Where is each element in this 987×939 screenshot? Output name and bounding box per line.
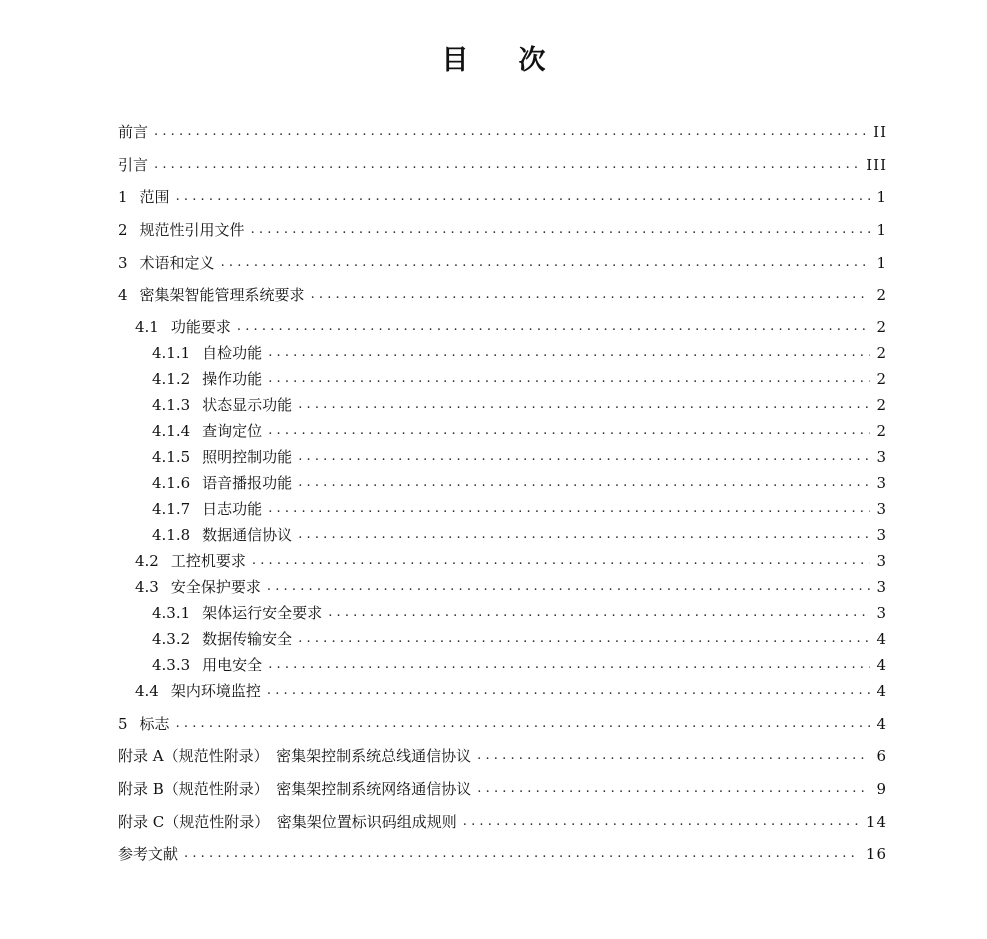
toc-entry-4-1-4[interactable] <box>152 420 887 442</box>
toc-label: 附录 A（规范性附录） 密集架控制系统总线通信协议 <box>118 747 472 765</box>
toc-entry-appendix-c[interactable] <box>118 811 887 833</box>
toc-entry-5[interactable] <box>118 713 887 735</box>
toc-number: 4.1.3 <box>152 396 191 414</box>
toc-number: 4.3.2 <box>152 630 191 648</box>
toc-label: 密集架智能管理系统要求 <box>139 286 305 304</box>
toc-label: 范围 <box>139 188 170 206</box>
toc-number: 4.1.8 <box>152 526 191 544</box>
toc-number: 4.1.1 <box>152 344 191 362</box>
toc-page-number: 3 <box>876 448 887 466</box>
toc-page-number: III <box>866 156 887 174</box>
toc-entry-4-1-5[interactable] <box>152 446 887 468</box>
toc-number: 1 <box>118 188 128 206</box>
toc-number: 4.1.7 <box>152 500 191 518</box>
toc-label: 参考文献 <box>118 845 179 863</box>
toc-entry-4-3[interactable] <box>135 576 887 598</box>
toc-number: 4.2 <box>135 552 159 570</box>
toc-page-number: 3 <box>876 474 887 492</box>
toc-number: 2 <box>118 221 128 239</box>
toc-page-number: 14 <box>865 813 887 831</box>
toc-page-number: 16 <box>865 845 887 863</box>
title-char-2: 次 <box>518 45 546 76</box>
toc-entry-4-1-2[interactable] <box>152 368 887 390</box>
toc-page-number: 3 <box>876 604 887 622</box>
toc-page-number: 3 <box>876 526 887 544</box>
toc-label: 照明控制功能 <box>202 448 293 466</box>
toc-label: 规范性引用文件 <box>139 221 245 239</box>
toc-page-number: 4 <box>876 682 887 700</box>
toc-label: 附录 C（规范性附录） 密集架位置标识码组成规则 <box>118 813 457 831</box>
toc-entry-4-3-2[interactable] <box>152 628 887 650</box>
toc-label: 状态显示功能 <box>202 396 293 414</box>
toc-entry-4-2[interactable] <box>135 550 887 572</box>
toc-label: 日志功能 <box>202 500 263 518</box>
toc-page-number: 3 <box>876 500 887 518</box>
toc-label: 术语和定义 <box>139 254 215 272</box>
toc-number: 4.1 <box>135 318 159 336</box>
toc-page-number: 2 <box>876 422 887 440</box>
toc-entry-4-4[interactable] <box>135 680 887 702</box>
toc-page-number: 1 <box>876 254 887 272</box>
toc-entry-introduction[interactable] <box>118 154 887 176</box>
toc-page-number: 2 <box>876 396 887 414</box>
toc-number: 4.1.2 <box>152 370 191 388</box>
toc-label: 标志 <box>139 715 170 733</box>
toc-label: 附录 B（规范性附录） 密集架控制系统网络通信协议 <box>118 780 472 798</box>
toc-entry-foreword[interactable] <box>118 121 887 143</box>
toc-label: 数据通信协议 <box>202 526 293 544</box>
toc-entry-appendix-a[interactable] <box>118 745 887 767</box>
toc-label: 语音播报功能 <box>202 474 293 492</box>
toc-entry-1[interactable] <box>118 186 887 208</box>
toc-label: 数据传输安全 <box>202 630 293 648</box>
toc-number: 4.1.5 <box>152 448 191 466</box>
toc-page-number: 4 <box>876 630 887 648</box>
toc-label: 操作功能 <box>202 370 263 388</box>
toc-label: 引言 <box>118 156 149 174</box>
toc-entry-4-1-8[interactable] <box>152 524 887 546</box>
toc-entry-4-1-3[interactable] <box>152 394 887 416</box>
toc-entry-4-1-1[interactable] <box>152 342 887 364</box>
toc-entry-4-1-7[interactable] <box>152 498 887 520</box>
toc-page-number: 4 <box>876 656 887 674</box>
toc-page-number: 2 <box>876 286 887 304</box>
toc-entry-2[interactable] <box>118 219 887 241</box>
toc-number: 4.1.6 <box>152 474 191 492</box>
toc-entry-4-3-1[interactable] <box>152 602 887 624</box>
toc-page-number: 1 <box>876 188 887 206</box>
toc-number: 4 <box>118 286 128 304</box>
toc-page-number: 4 <box>876 715 887 733</box>
toc-page-number: 2 <box>876 370 887 388</box>
toc-page-number: 2 <box>876 318 887 336</box>
toc-entry-appendix-b[interactable] <box>118 778 887 800</box>
toc-label: 前言 <box>118 123 149 141</box>
toc-label: 查询定位 <box>202 422 263 440</box>
toc-page-number: 3 <box>876 578 887 596</box>
page-title <box>0 38 987 77</box>
title-char-1: 目 <box>441 45 469 76</box>
toc-page-number: 1 <box>876 221 887 239</box>
toc-number: 4.1.4 <box>152 422 191 440</box>
toc-page-number: 2 <box>876 344 887 362</box>
toc-label: 用电安全 <box>202 656 263 674</box>
toc-entry-3[interactable] <box>118 252 887 274</box>
toc-number: 4.4 <box>135 682 159 700</box>
toc-entry-4[interactable] <box>118 284 887 306</box>
toc-number: 3 <box>118 254 128 272</box>
toc-number: 5 <box>118 715 128 733</box>
toc-entry-references[interactable] <box>118 843 887 865</box>
toc-label: 功能要求 <box>170 318 231 336</box>
toc-label: 安全保护要求 <box>170 578 261 596</box>
toc-page-number: 6 <box>876 747 887 765</box>
toc-label: 架内环境监控 <box>170 682 261 700</box>
toc-page-number: II <box>873 123 887 141</box>
toc-entry-4-3-3[interactable] <box>152 654 887 676</box>
toc-page-number: 9 <box>876 780 887 798</box>
toc-page-number: 3 <box>876 552 887 570</box>
toc-entry-4-1[interactable] <box>135 316 887 338</box>
toc-number: 4.3.3 <box>152 656 191 674</box>
toc-label: 自检功能 <box>202 344 263 362</box>
toc-number: 4.3 <box>135 578 159 596</box>
toc-label: 工控机要求 <box>170 552 246 570</box>
toc-number: 4.3.1 <box>152 604 191 622</box>
toc-entry-4-1-6[interactable] <box>152 472 887 494</box>
toc-label: 架体运行安全要求 <box>202 604 323 622</box>
